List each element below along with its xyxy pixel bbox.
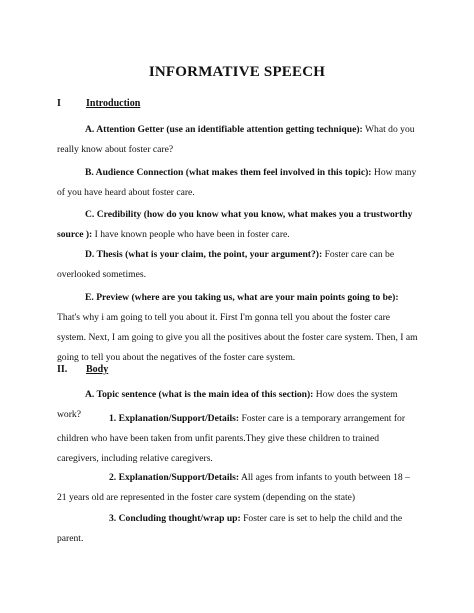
item-label: 2. Explanation/Support/Details: xyxy=(109,472,240,483)
item-text: That's why i am going to tell you about it. First I'm gonna tell you about the foster care system. Next, I am going to give you all the positives about the foster care system. Then, I am going to tell you about the negatives of the foster care system. xyxy=(57,312,418,363)
outline-item-preview xyxy=(57,288,419,368)
item-label: 1. Explanation/Support/Details: xyxy=(109,413,240,424)
item-label: A. Topic sentence (what is the main idea of this section): xyxy=(85,389,314,400)
outline-item-thesis xyxy=(57,245,419,285)
outline-item-credibility xyxy=(57,205,419,245)
outline-item-audience-connection xyxy=(57,163,419,203)
item-text: I have known people who have been in foster care. xyxy=(94,229,290,240)
section-title: Body xyxy=(86,364,109,375)
item-text: Foster care can be overlooked sometimes. xyxy=(57,249,395,280)
item-label: A. Attention Getter (use an identifiable attention getting technique): xyxy=(85,124,363,135)
item-label: D. Thesis (what is your claim, the point, your argument?): xyxy=(85,249,323,260)
item-label: C. Credibility (how do you know what you know, what makes you a trustworthy source ): xyxy=(57,209,413,240)
document-title: INFORMATIVE SPEECH xyxy=(148,64,326,80)
item-label: B. Audience Connection (what makes them feel involved in this topic): xyxy=(85,167,372,178)
item-text: How many of you have heard about foster care. xyxy=(57,167,417,198)
outline-item-explanation-1 xyxy=(57,409,419,469)
item-text: All ages from infants to youth between 18 – 21 years old are represented in the foster care system (depending on the state) xyxy=(57,472,410,503)
item-text: What do you really know about foster care? xyxy=(57,124,415,155)
item-text: How does the system work? xyxy=(57,389,398,420)
outline-item-explanation-2 xyxy=(57,468,419,508)
outline-item-concluding-thought xyxy=(57,509,419,549)
item-label: E. Preview (where are you taking us, what are your main points going to be): xyxy=(85,292,399,303)
item-text: Foster care is a temporary arrangement for children who have been taken from unfit parents.They give these children to trained caregivers, including relative caregivers. xyxy=(57,413,406,464)
item-label: 3. Concluding thought/wrap up: xyxy=(109,513,241,524)
section-title: Introduction xyxy=(86,98,141,109)
item-text: Foster care is set to help the child and the parent. xyxy=(57,513,403,544)
section-number: I xyxy=(57,98,61,109)
outline-item-attention-getter xyxy=(57,120,419,160)
section-number: II. xyxy=(57,364,68,375)
